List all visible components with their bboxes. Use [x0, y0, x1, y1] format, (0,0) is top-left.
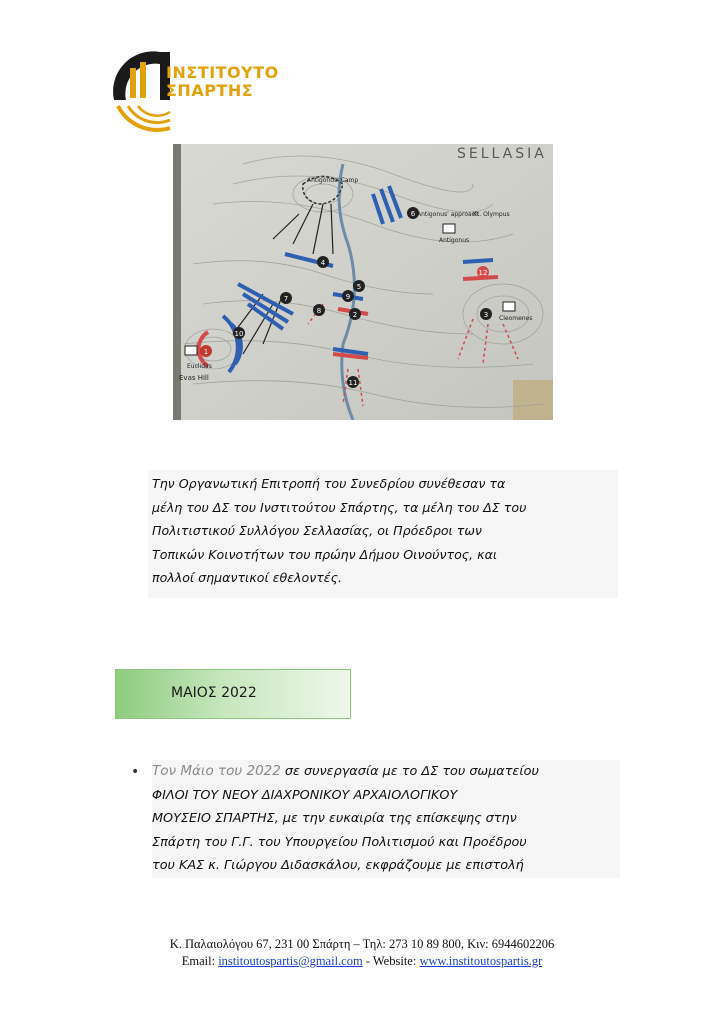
- marker-7: 7: [283, 295, 289, 303]
- cleomenes-label: Cleomenes: [499, 315, 533, 322]
- footer-website-link[interactable]: www.institoutospartis.gr: [419, 954, 543, 968]
- section-heading-box: [115, 669, 351, 719]
- bullet-icon: •: [131, 764, 140, 780]
- cleomenes-flag-icon: [503, 302, 515, 311]
- antigonus-flag-icon: [443, 224, 455, 233]
- footer-email-label: Email:: [181, 954, 219, 968]
- logo-line-2: ΣΠΑΡΤΗΣ: [166, 81, 254, 100]
- sellasia-battle-map: [173, 144, 553, 420]
- marker-6: 6: [410, 210, 416, 218]
- euclidas-flag-icon: [185, 346, 197, 355]
- marker-11: 11: [348, 379, 358, 387]
- logo-line-1: ΙΝΣΤΙΤΟΥΤΟ: [166, 63, 279, 82]
- footer-separator: - Website:: [362, 954, 420, 968]
- antigonus-label: Antigonus: [439, 237, 470, 244]
- bullet-line-3: ΜΟΥΣΕΙΟ ΣΠΑΡΤΗΣ, με την ευκαιρία της επίσκεψης στην: [152, 807, 620, 831]
- map-title: SELLASIA: [457, 146, 547, 162]
- footer-email-link[interactable]: institoutospartis@gmail.com: [218, 954, 363, 968]
- institute-logo: [112, 48, 292, 132]
- bullet-line-1: [152, 760, 620, 784]
- marker-3: 3: [483, 311, 489, 319]
- spartan-helmet-logo-icon: [112, 48, 172, 132]
- bullet-line-1-rest: σε συνεργασία με το ΔΣ του σωματείου: [280, 764, 539, 779]
- village-label: Kt. Olympus: [473, 211, 510, 218]
- marker-4: 4: [320, 259, 326, 267]
- approach-label: Antigonus' approach: [417, 211, 479, 218]
- paragraph-line-2: μέλη του ΔΣ του Ινστιτούτου Σπάρτης, τα μέλη του ΔΣ του: [152, 499, 527, 515]
- camp-label: Antigonus' Camp: [307, 177, 359, 184]
- euclidas-label: Euclidas: [187, 363, 212, 370]
- bullet-paragraph: [152, 760, 620, 878]
- paragraph-line-4: Τοπικών Κοινοτήτων του πρώην Δήμου Οινούντος, και: [152, 546, 498, 562]
- bullet-line-5: του ΚΑΣ κ. Γιώργου Διδασκάλου, εκφράζουμε με επιστολή: [152, 854, 620, 878]
- bullet-lead: Τον Μάιο του 2022: [152, 763, 281, 779]
- marker-12: 12: [478, 269, 488, 277]
- logo-wordmark: [166, 64, 279, 100]
- marker-1: 1: [203, 348, 209, 356]
- paragraph-line-5: πολλοί σημαντικοί εθελοντές.: [152, 570, 343, 585]
- marker-5: 5: [356, 283, 362, 291]
- footer-address: Κ. Παλαιολόγου 67, 231 00 Σπάρτη – Τηλ: 273 10 89 800, Κιν: 6944602206: [169, 937, 555, 951]
- organizing-committee-paragraph: [148, 470, 618, 598]
- paragraph-line-1: Την Οργανωτική Επιτροπή του Συνεδρίου συνέθεσαν τα: [152, 476, 506, 491]
- marker-2: 2: [352, 311, 358, 319]
- bullet-line-2: ΦΙΛΟΙ ΤΟΥ ΝΕΟΥ ΔΙΑΧΡΟΝΙΚΟΥ ΑΡΧΑΙΟΛΟΓΙΚΟΥ: [152, 784, 620, 808]
- marker-8: 8: [316, 307, 322, 315]
- marker-9: 9: [345, 293, 351, 301]
- footer-contact: [0, 953, 724, 970]
- page-footer: [0, 936, 724, 970]
- evas-hill-label: Evas Hill: [179, 374, 209, 382]
- bullet-line-4: Σπάρτη του Γ.Γ. του Υπουργείου Πολιτισμού και Προέδρου: [152, 831, 620, 855]
- section-heading: ΜΑΙΟΣ 2022: [171, 685, 257, 701]
- paragraph-line-3: Πολιτιστικού Συλλόγου Σελλασίας, οι Πρόεδροι των: [152, 523, 482, 538]
- marker-10: 10: [234, 330, 244, 338]
